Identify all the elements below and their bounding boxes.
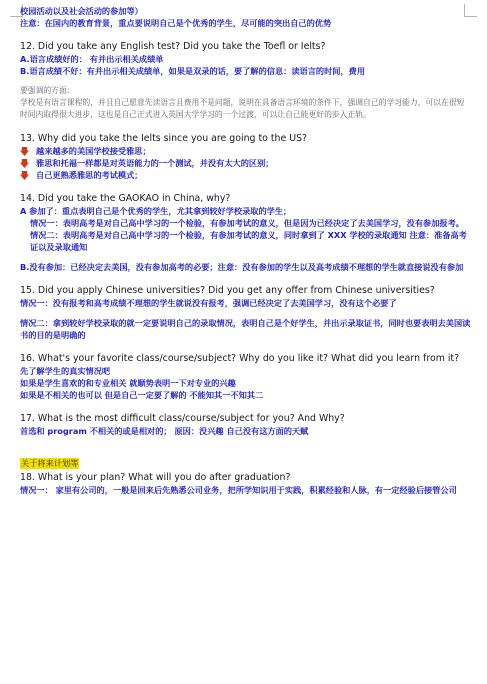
q13-bullet-text: 雅思和托福一样都是对英语能力的一个测试，并没有太大的区别；: [36, 158, 274, 168]
q12-answer-b: B.语言成绩不好：有并出示相关成绩单，如果是双录的话，要了解的信息：读语言的时间，费用: [20, 66, 366, 76]
q14-answer-a: A 参加了：重点表明自己是个优秀的学生，尤其拿到较好学校录取的学生；: [20, 206, 292, 216]
q15-case-2: 情况二：拿到较好学校录取的就一定要说明自己的录取情况，表明自己是个好学生，并出示录取证书，同时也要表明去美国读书的目的是明确的: [20, 318, 471, 340]
q13-bullet-text: 越来越多的美国学校接受雅思；: [36, 146, 151, 156]
question-18: 18. What is your plan? What will you do after graduation?: [20, 472, 291, 483]
q13-bullet: [20, 145, 472, 157]
q12-note-body: 学校是有语言课程的，并且自己愿意先读语言且费用不是问题，说明在具备语言环境的条件下，强调自己的学习能力，可以在很短时间内取得很大进步，这也是自己正式进入英国大学学习的一个过渡，可以让自己能更好的步入正轨。: [20, 98, 465, 119]
arrow-bullet-icon: [20, 171, 29, 180]
q13-bullet: [20, 169, 472, 181]
question-13: 13. Why did you take the Ielts since you are going to the US?: [20, 133, 308, 144]
q13-bullet: [20, 157, 472, 169]
q16-line: 如果是不相关的也可以 但是自己一定要了解的 不能知其一不知其二: [20, 390, 264, 400]
q16-line: 如果是学生喜欢的和专业相关 就顺势表明一下对专业的兴趣: [20, 378, 236, 388]
q18-answer: 情况一： 家里有公司的，一般是回来后先熟悉公司业务，把所学知识用于实践，积累经验和人脉，有一定经验后接管公司: [20, 485, 457, 495]
q12-answer-a: A.语言成绩好的： 有并出示相关成绩单: [20, 54, 164, 64]
q12-note-title: 要强调的方面：: [20, 86, 75, 95]
q17-answer: 首选和 program 不相关的或是相对的； 原因：没兴趣 自己没有这方面的天赋: [20, 426, 309, 436]
q14-answer-b: B.没有参加：已经决定去美国，没有参加高考的必要；注意：没有参加的学生以及高考成绩不理想的学生就直接说没有参加: [20, 262, 464, 272]
top-line: 校园活动以及社会活动的参加等）: [20, 6, 143, 16]
q15-case-1: 情况一：没有报考和高考成绩不理想的学生就说没有报考，强调已经决定了去美国学习，没有这个必要了: [20, 298, 397, 308]
section-label-highlight: 关于将来计划等: [21, 458, 79, 468]
q13-bullet-text: 自己更熟悉雅思的考试模式；: [36, 170, 143, 180]
document-content: [20, 5, 472, 496]
question-15: 15. Did you apply Chinese universities? Did you get any offer from Chinese universities?: [20, 285, 435, 296]
q14-case-1: 情况一：表明高考是对自己高中学习的一个检验，有参加考试的意义，但是因为已经决定了去美国学习，没有参加报考。: [30, 218, 464, 228]
question-12: 12. Did you take any English test? Did you take the Toefl or Ielts?: [20, 41, 326, 52]
question-17: 17. What is the most difficult class/course/subject for you? And Why?: [20, 413, 345, 424]
top-note: 注意：在国内的教育背景，重点要说明自己是个优秀的学生，尽可能的突出自己的优势: [20, 18, 332, 28]
q14-case-2: 情况二：表明高考是对自己高中学习的一个检验，有参加考试的意义，同时拿到了 XXX 学校的录取通知 注意：准备高考证以及录取通知: [30, 230, 467, 252]
arrow-bullet-icon: [20, 159, 29, 168]
q16-line: 先了解学生的真实情况吧: [20, 366, 111, 376]
question-16: 16. What's your favorite class/course/subject? Why do you like it? What did you learn from it?: [20, 353, 460, 364]
arrow-bullet-icon: [20, 147, 29, 156]
question-14: 14. Did you take the GAOKAO in China, why?: [20, 193, 231, 204]
